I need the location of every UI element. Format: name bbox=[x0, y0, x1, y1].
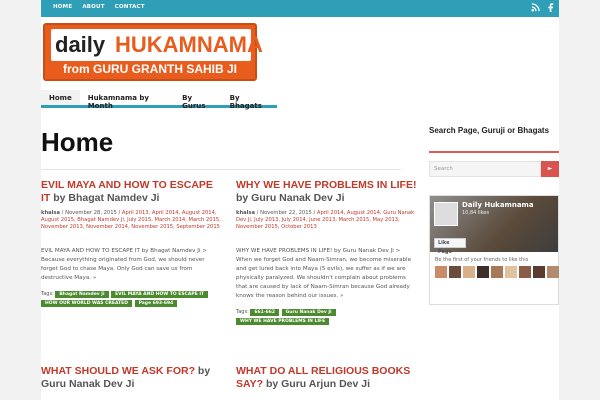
post-date: November 22, 2015 bbox=[260, 210, 312, 216]
fb-like-page-label: Like Page bbox=[438, 240, 452, 255]
fb-friend-avatar[interactable] bbox=[463, 266, 475, 278]
post-tags bbox=[41, 290, 223, 308]
main-nav-by-month[interactable]: Hukamnama by Month bbox=[87, 94, 149, 110]
tag-link[interactable]: 661-662 bbox=[250, 309, 279, 316]
site-logo[interactable] bbox=[43, 23, 263, 81]
post-excerpt: WHY WE HAVE PROBLEMS IN LIFE! by Guru Nanak Dev Ji > When we forget God and Naam-Simran, we become miserable and get lured back into Maya (5 evils), we suffer as if we are physically paralyzed. We shouldn't complain about problems that are caused by lack of Naam-Simran because God already knows the reason behind our issues. » bbox=[236, 248, 412, 299]
facebook-page-widget bbox=[429, 195, 559, 305]
post-categories[interactable]: April 2013, April 2014, August 2014, August 2015, Bhagat Namdev Ji, July 2015, March 2014, March 2015, November 2013, November 2014, November 2015, September 2015 bbox=[41, 210, 221, 230]
search-input[interactable]: Search bbox=[429, 161, 541, 177]
fb-like-page-button[interactable] bbox=[434, 238, 466, 255]
post-excerpt: EVIL MAYA AND HOW TO ESCAPE IT by Bhagat Namdev Ji > Because everything originated from God, we should never forget God to chase Maya. Only God can save us from destructive Maya. » bbox=[41, 248, 207, 281]
main-nav-home[interactable]: Home bbox=[41, 90, 80, 105]
fb-page-name[interactable]: Daily Hukamnama bbox=[462, 201, 534, 209]
fb-friend-faces bbox=[435, 266, 559, 278]
tag-link[interactable]: Bhagat Namdev Ji bbox=[55, 291, 108, 298]
tag-link[interactable]: HOW OUR WORLD WAS CREATED bbox=[41, 300, 132, 307]
logo-top-panel bbox=[51, 29, 263, 61]
tags-label: Tags: bbox=[236, 309, 249, 315]
post-title-byline[interactable]: by Bhagat Namdev Ji bbox=[53, 192, 160, 204]
post-categories[interactable]: April 2014, August 2014, Guru Nanak Dev Ji, July 2013, July 2014, June 2013, March 2015, May 2013, November 2015, October 2013 bbox=[236, 210, 415, 230]
search-button[interactable]: ► bbox=[541, 161, 559, 177]
top-nav-about[interactable]: ABOUT bbox=[82, 4, 105, 10]
title-divider bbox=[41, 169, 401, 170]
logo-word-hukamnama: HUKAMNAMA bbox=[115, 32, 263, 57]
fb-friend-avatar[interactable] bbox=[435, 266, 447, 278]
post-author[interactable]: khalsa bbox=[41, 210, 61, 216]
page-title: Home bbox=[41, 127, 114, 157]
post-cat-sep: / bbox=[118, 210, 121, 216]
logo-subtitle: from GURU GRANTH SAHIB JI bbox=[62, 62, 237, 76]
post-date: November 28, 2015 bbox=[65, 210, 117, 216]
fb-friend-avatar[interactable] bbox=[505, 266, 517, 278]
post-title-text[interactable]: EVIL MAYA AND HOW TO ESCAPE IT bbox=[41, 179, 213, 204]
post-title-text[interactable]: WHAT DO ALL RELIGIOUS BOOKS SAY? bbox=[236, 365, 411, 390]
tag-link[interactable]: Page 693-694 bbox=[135, 300, 178, 307]
fb-friend-avatar[interactable] bbox=[491, 266, 503, 278]
top-nav-home[interactable]: HOME bbox=[53, 4, 73, 10]
post-title-byline[interactable]: by Guru Nanak Dev Ji bbox=[236, 192, 345, 204]
post-title[interactable] bbox=[236, 365, 418, 391]
post-author[interactable]: khalsa bbox=[236, 210, 256, 216]
post-card bbox=[41, 365, 223, 391]
post-title[interactable] bbox=[41, 365, 223, 391]
post-card bbox=[236, 179, 418, 326]
fb-friend-avatar[interactable] bbox=[533, 266, 545, 278]
post-card bbox=[41, 179, 223, 308]
main-nav-by-bhagats[interactable]: By Bhagats bbox=[229, 94, 262, 110]
fb-cover-image[interactable] bbox=[430, 196, 558, 255]
social-icons bbox=[531, 3, 555, 12]
logo-word-daily: daily bbox=[55, 32, 106, 57]
tag-link[interactable]: WHY WE HAVE PROBLEMS IN LIFE bbox=[236, 318, 329, 325]
fb-friends-text: Be the first of your friends to like this bbox=[435, 257, 529, 263]
fb-friend-avatar[interactable] bbox=[449, 266, 461, 278]
post-meta bbox=[41, 210, 223, 231]
tag-link[interactable]: Guru Nanak Dev Ji bbox=[282, 309, 336, 316]
sidebar-title-rule bbox=[429, 151, 559, 153]
post-card bbox=[236, 365, 418, 391]
main-nav-by-gurus[interactable]: By Gurus bbox=[182, 94, 206, 110]
post-cat-sep: / bbox=[313, 210, 316, 216]
main-nav bbox=[41, 90, 277, 108]
post-date-sep: / bbox=[61, 210, 64, 216]
page-container bbox=[41, 17, 559, 400]
facebook-icon[interactable] bbox=[546, 3, 555, 12]
post-title-byline[interactable]: by Guru Nanak Dev Ji bbox=[41, 365, 211, 390]
post-title-byline[interactable]: by Guru Arjun Dev Ji bbox=[265, 378, 371, 390]
fb-page-likes: 10,84 likes bbox=[462, 210, 490, 216]
fb-friend-avatar[interactable] bbox=[519, 266, 531, 278]
post-date-sep: / bbox=[256, 210, 259, 216]
post-meta bbox=[236, 210, 418, 231]
sidebar-search-title: Search Page, Guruji or Bhagats bbox=[429, 126, 550, 135]
post-title[interactable] bbox=[236, 179, 418, 205]
post-tags bbox=[236, 308, 418, 326]
tag-link[interactable]: EVIL MAYA AND HOW TO ESCAPE IT bbox=[111, 291, 208, 298]
top-bar bbox=[41, 0, 559, 17]
tags-label: Tags: bbox=[41, 291, 54, 297]
fb-page-thumbnail[interactable] bbox=[434, 202, 458, 226]
post-title-text[interactable]: WHY WE HAVE PROBLEMS IN LIFE! bbox=[236, 179, 417, 191]
fb-friend-avatar[interactable] bbox=[547, 266, 559, 278]
top-nav bbox=[53, 4, 145, 10]
fb-friend-avatar[interactable] bbox=[477, 266, 489, 278]
post-title-text[interactable]: WHAT SHOULD WE ASK FOR? bbox=[41, 365, 195, 377]
rss-icon[interactable] bbox=[531, 3, 540, 12]
top-nav-contact[interactable]: CONTACT bbox=[114, 4, 145, 10]
post-title[interactable] bbox=[41, 179, 223, 205]
